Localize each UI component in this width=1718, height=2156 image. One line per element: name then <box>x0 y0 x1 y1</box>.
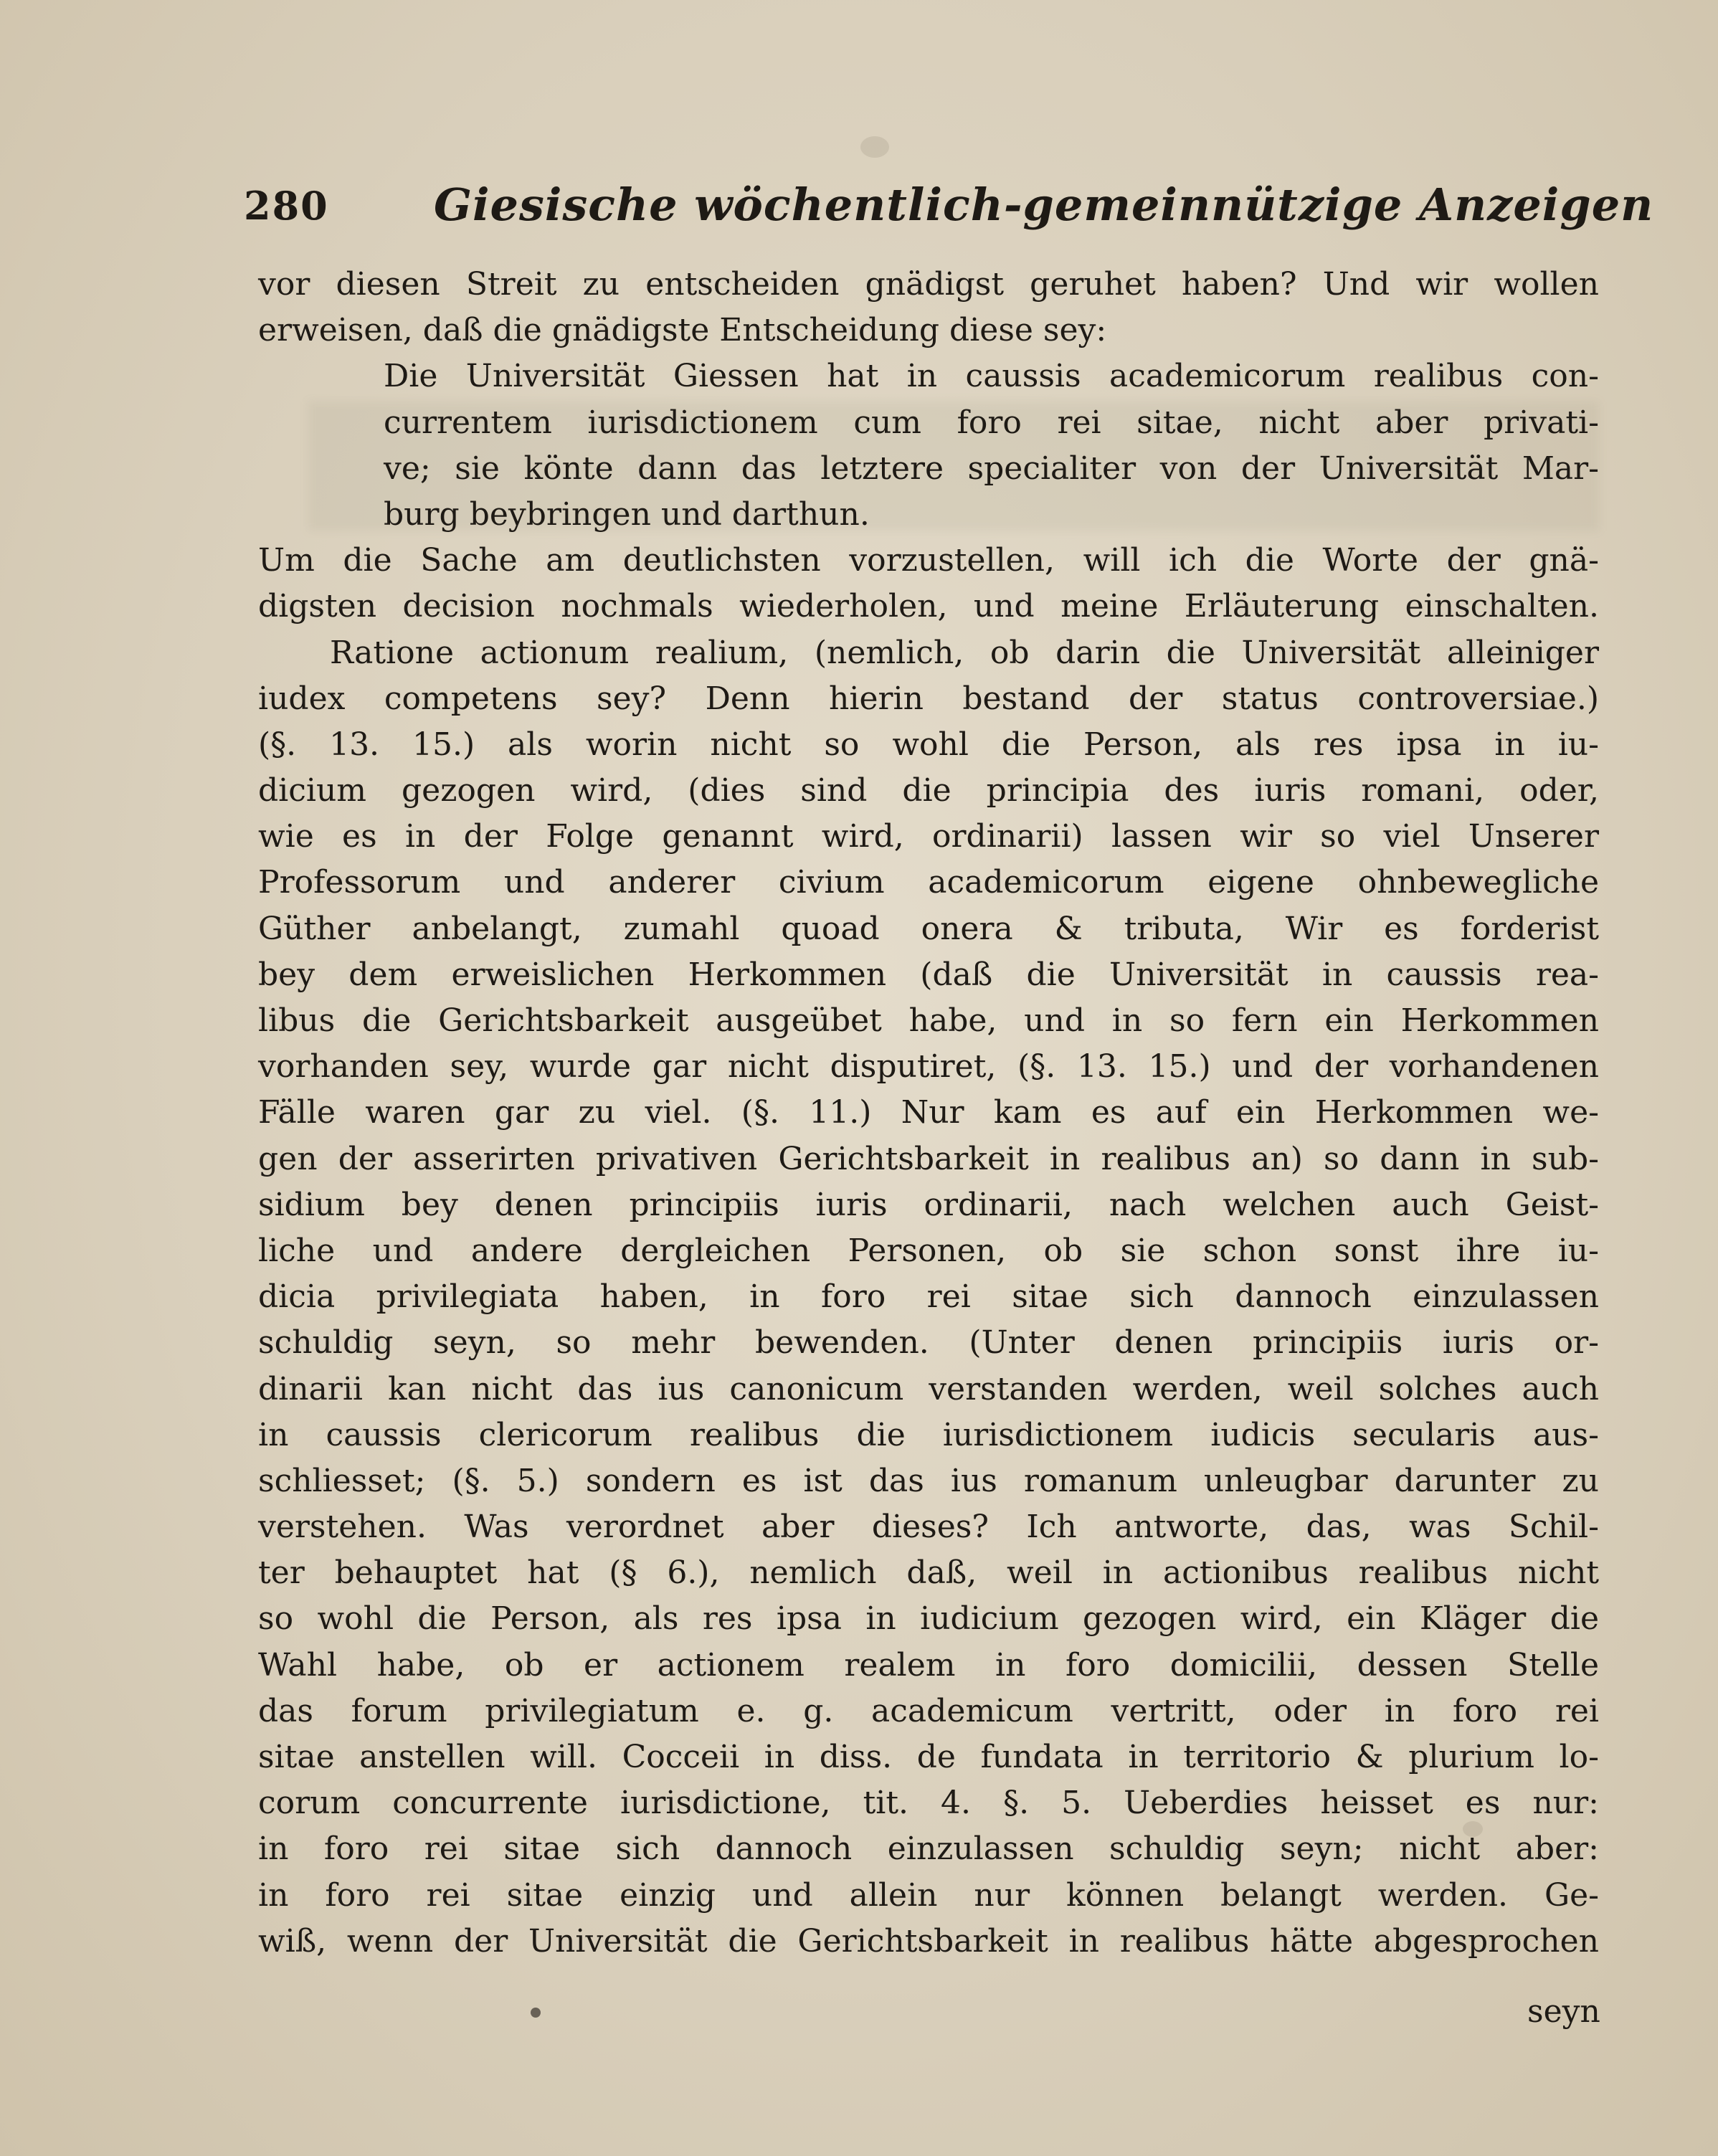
text-line: libus die Gerichtsbarkeit ausgeübet habe, und in so fern ein Herkommen <box>258 1002 1599 1039</box>
text-line: vor diesen Streit zu entscheiden gnädigst geruhet haben? Und wir wollen <box>258 266 1599 303</box>
text-line: wiß, wenn der Universität die Gerichtsbarkeit in realibus hätte abgesprochen <box>258 1922 1599 1960</box>
text-line: digsten decision nochmals wiederholen, und meine Erläuterung einschalten. <box>258 588 1599 625</box>
body-text <box>258 262 1599 1965</box>
text-line: Wahl habe, ob er actionem realem in foro domicilii, dessen Stelle <box>258 1646 1599 1684</box>
paper-spot <box>860 136 889 158</box>
paper-spot <box>531 2008 541 2018</box>
text-line: dicia privilegiata haben, in foro rei sitae sich dannoch einzulassen <box>258 1278 1599 1316</box>
text-line: vorhanden sey, wurde gar nicht disputiret, (§. 13. 15.) und der vorhandenen <box>258 1048 1599 1086</box>
text-line: in foro rei sitae einzig und allein nur können belangt werden. Ge- <box>258 1876 1599 1914</box>
text-line: bey dem erweislichen Herkommen (daß die Universität in caussis rea- <box>258 956 1599 993</box>
text-line: wie es in der Folge genannt wird, ordinarii) lassen wir so viel Unserer <box>258 818 1599 855</box>
page-number: 280 <box>244 183 329 229</box>
text-line: gen der asserirten privativen Gerichtsbarkeit in realibus an) so dann in sub- <box>258 1140 1599 1177</box>
text-line: verstehen. Was verordnet aber dieses? Ich antworte, das, was Schil- <box>258 1509 1599 1546</box>
text-line: in foro rei sitae sich dannoch einzulassen schuldig seyn; nicht aber: <box>258 1830 1599 1868</box>
text-line: Fälle waren gar zu viel. (§. 11.) Nur kam es auf ein Herkommen we- <box>258 1094 1599 1131</box>
running-head: Giesische wöchentlich-gemeinnützige Anzeigen <box>434 179 1654 231</box>
text-line: dicium gezogen wird, (dies sind die principia des iuris romani, oder, <box>258 772 1599 809</box>
text-line: so wohl die Person, als res ipsa in iudicium gezogen wird, ein Kläger die <box>258 1600 1599 1638</box>
text-line: in caussis clericorum realibus die iurisdictionem iudicis secularis aus- <box>258 1416 1599 1453</box>
text-line: Güther anbelangt, zumahl quoad onera & tributa, Wir es forderist <box>258 910 1599 947</box>
text-line: liche und andere dergleichen Personen, ob sie schon sonst ihre iu- <box>258 1232 1599 1269</box>
catchword: seyn <box>1527 1993 1600 2030</box>
text-line: iudex competens sey? Denn hierin bestand der status controversiae.) <box>258 680 1599 717</box>
decision-quote-line: ve; sie könte dann das letztere specialiter von der Universität Mar- <box>384 450 1599 487</box>
text-line: das forum privilegiatum e. g. academicum vertritt, oder in foro rei <box>258 1692 1599 1729</box>
text-line: sitae anstellen will. Cocceii in diss. de fundata in territorio & plurium lo- <box>258 1739 1599 1775</box>
text-line: schuldig seyn, so mehr bewenden. (Unter denen principiis iuris or- <box>258 1324 1599 1362</box>
text-line: ter behauptet hat (§ 6.), nemlich daß, weil in actionibus realibus nicht <box>258 1554 1599 1592</box>
text-line: Ratione actionum realium, (nemlich, ob darin die Universität alleiniger <box>330 634 1599 671</box>
text-line: erweisen, daß die gnädigste Entscheidung diese sey: <box>258 312 1107 349</box>
text-line: dinarii kan nicht das ius canonicum verstanden werden, weil solches auch <box>258 1370 1599 1407</box>
text-line: corum concurrente iurisdictione, tit. 4. §. 5. Ueberdies heisset es nur: <box>258 1785 1599 1822</box>
page-header <box>244 168 1654 255</box>
decision-quote-line: Die Universität Giessen hat in caussis academicorum realibus con- <box>384 358 1599 395</box>
text-line: schliesset; (§. 5.) sondern es ist das ius romanum unleugbar darunter zu <box>258 1462 1599 1499</box>
text-line: sidium bey denen principiis iuris ordinarii, nach welchen auch Geist- <box>258 1186 1599 1223</box>
decision-quote-line: currentem iurisdictionem cum foro rei sitae, nicht aber privati- <box>384 404 1599 441</box>
decision-quote-line: burg beybringen und darthun. <box>384 495 870 533</box>
text-line: Professorum und anderer civium academicorum eigene ohnbewegliche <box>258 864 1599 901</box>
text-line: (§. 13. 15.) als worin nicht so wohl die Person, als res ipsa in iu- <box>258 726 1599 763</box>
text-line: Um die Sache am deutlichsten vorzustellen, will ich die Worte der gnä- <box>258 542 1599 579</box>
